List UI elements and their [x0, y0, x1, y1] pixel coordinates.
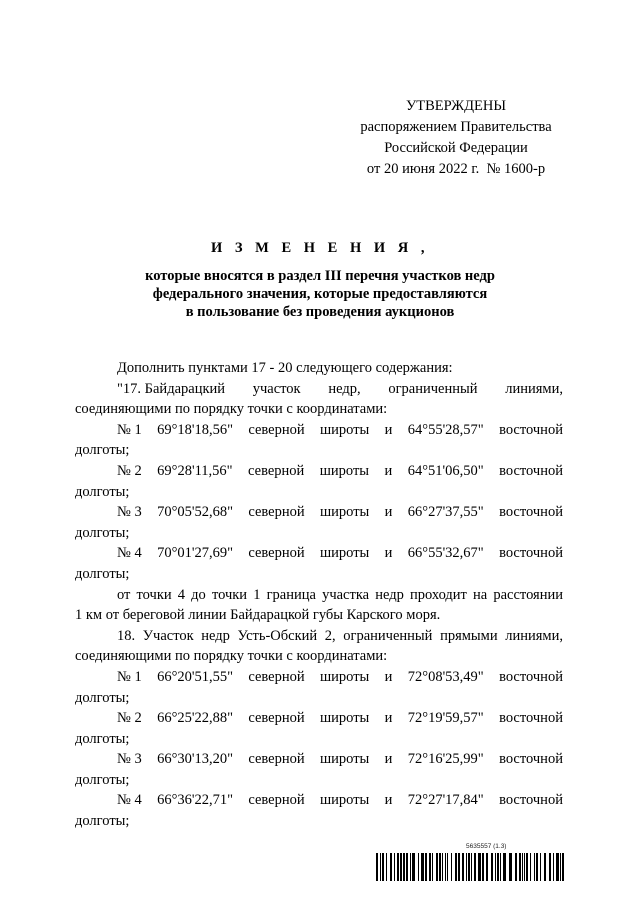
- barcode-bar: [386, 853, 387, 881]
- barcode-bar: [397, 853, 399, 881]
- barcode-bar: [500, 853, 501, 881]
- coordinate-lat-word: северной: [248, 710, 305, 727]
- barcode-bar: [503, 853, 506, 881]
- coordinate-lat-word2: широты: [319, 545, 370, 562]
- coordinate-lat-word: северной: [248, 462, 305, 479]
- coordinate-lat: 69°18'18,56": [157, 421, 234, 438]
- coordinate-lon-word: восточной: [499, 710, 563, 727]
- coordinate-lat: 66°30'13,20": [157, 751, 234, 768]
- barcode-bar: [462, 853, 464, 881]
- barcode-bar: [540, 853, 541, 881]
- barcode-bar: [526, 853, 528, 881]
- item17-points: [75, 420, 563, 585]
- document-heading: [80, 238, 560, 321]
- coordinate-tail: долготы;: [75, 483, 130, 500]
- barcode-bar: [447, 853, 448, 881]
- barcode-bar: [530, 853, 531, 881]
- barcode-bar: [382, 853, 384, 881]
- barcode-bar: [560, 853, 561, 881]
- item18-second-line: соединяющими по порядку точки с координатами:: [75, 648, 388, 665]
- coordinate-lat-word: северной: [248, 421, 305, 438]
- coordinate-row: [75, 667, 563, 688]
- barcode-bar: [536, 853, 538, 881]
- coordinate-no: № 3: [117, 504, 142, 521]
- barcode-bar: [491, 853, 493, 881]
- coordinate-lat: 66°36'22,71": [157, 792, 234, 809]
- coordinate-and: и: [384, 710, 393, 727]
- coordinate-lon-word: восточной: [499, 421, 563, 438]
- approval-block: [350, 96, 562, 180]
- barcode-bar: [497, 853, 499, 881]
- barcode-bar: [429, 853, 431, 881]
- barcode-bar: [436, 853, 438, 881]
- coordinate-row: [75, 708, 563, 729]
- barcode-bar: [421, 853, 424, 881]
- coordinate-lat-word2: широты: [319, 751, 370, 768]
- coordinate-lon: 64°55'28,57": [407, 421, 484, 438]
- barcode-graphic: [376, 853, 566, 881]
- coordinate-lat-word2: широты: [319, 462, 370, 479]
- item18-points: [75, 667, 563, 832]
- approval-date: от 20 июня 2022 г. № 1600-р: [366, 161, 546, 177]
- barcode-bar: [524, 853, 525, 881]
- coordinate-lon: 72°27'17,84": [407, 792, 484, 809]
- coordinate-lon-word: восточной: [499, 504, 563, 521]
- coordinate-lat-word2: широты: [319, 710, 370, 727]
- coordinate-lat-word2: широты: [319, 504, 370, 521]
- coordinate-no: № 3: [117, 751, 142, 768]
- barcode-bar: [522, 853, 523, 881]
- coordinate-lat-word: северной: [248, 668, 305, 685]
- barcode-bar: [400, 853, 402, 881]
- coordinate-lat-word: северной: [248, 751, 305, 768]
- barcode-bar: [455, 853, 457, 881]
- coordinate-row: [75, 461, 563, 482]
- coordinate-lat: 70°05'52,68": [157, 504, 234, 521]
- approval-title: УТВЕРЖДЕНЫ: [405, 98, 507, 114]
- coordinate-lat-word: северной: [248, 545, 305, 562]
- boundary-line: 1 км от береговой линии Байдарацкой губы Карского моря.: [75, 607, 441, 624]
- intro-paragraph: Дополнить пунктами 17 - 20 следующего содержания:: [117, 360, 453, 376]
- approval-line: Российской Федерации: [384, 140, 528, 156]
- barcode-bar: [390, 853, 392, 881]
- coordinate-lat-word2: широты: [319, 421, 370, 438]
- barcode-bar: [458, 853, 460, 881]
- coordinate-tail: долготы;: [75, 689, 130, 706]
- barcode-bar: [442, 853, 443, 881]
- barcode-bar: [553, 853, 554, 881]
- coordinate-no: № 4: [117, 792, 142, 809]
- boundary-line: от точки 4 до точки 1 граница участка недр проходит на расстоянии: [117, 586, 563, 603]
- barcode-bar: [534, 853, 535, 881]
- barcode-bar: [515, 853, 517, 881]
- barcode-bar: [544, 853, 546, 881]
- coordinate-tail: долготы;: [75, 813, 130, 830]
- barcode-bar: [376, 853, 378, 881]
- coordinate-row: [75, 749, 563, 770]
- coordinate-no: № 2: [117, 710, 142, 727]
- barcode-bar: [394, 853, 395, 881]
- document-subtitle: [80, 267, 560, 321]
- coordinate-and: и: [384, 545, 393, 562]
- barcode-bar: [549, 853, 551, 881]
- barcode-bar: [468, 853, 470, 881]
- coordinate-tail: долготы;: [75, 730, 130, 747]
- coordinate-lon-word: восточной: [499, 668, 563, 685]
- barcode-bar: [495, 853, 496, 881]
- coordinate-tail: долготы;: [75, 565, 130, 582]
- barcode-bar: [425, 853, 427, 881]
- barcode-bar: [403, 853, 405, 881]
- barcode-bar: [482, 853, 484, 881]
- barcode-bar: [466, 853, 467, 881]
- barcode-bar: [410, 853, 411, 881]
- document-code: 5635557 (1.3): [466, 843, 507, 850]
- barcode-bar: [519, 853, 521, 881]
- coordinate-lon-word: восточной: [499, 545, 563, 562]
- coordinate-and: и: [384, 421, 393, 438]
- item17-second-line: соединяющими по порядку точки с координатами:: [75, 401, 388, 418]
- barcode-bar: [451, 853, 452, 881]
- coordinate-no: № 1: [117, 421, 142, 438]
- coordinate-lon-word: восточной: [499, 751, 563, 768]
- barcode-bar: [556, 853, 559, 881]
- document-title: И З М Е Н Е Н И Я ,: [210, 240, 430, 256]
- coordinate-tail: долготы;: [75, 524, 130, 541]
- coordinate-no: № 4: [117, 545, 142, 562]
- barcode-bar: [562, 853, 564, 881]
- item17-first-line: "17. Байдарацкий участок недр, ограниченный линиями,: [117, 380, 563, 397]
- coordinate-lon-word: восточной: [499, 462, 563, 479]
- barcode-bar: [471, 853, 472, 881]
- barcode-bar: [478, 853, 481, 881]
- coordinate-lon: 72°19'59,57": [407, 710, 484, 727]
- coordinate-lon: 64°51'06,50": [407, 462, 484, 479]
- coordinate-and: и: [384, 668, 393, 685]
- coordinate-lon-word: восточной: [499, 792, 563, 809]
- coordinate-no: № 2: [117, 462, 142, 479]
- coordinate-lon: 66°55'32,67": [407, 545, 484, 562]
- coordinate-and: и: [384, 462, 393, 479]
- barcode-bar: [509, 853, 512, 881]
- coordinate-lat-word2: широты: [319, 668, 370, 685]
- coordinate-lat-word: северной: [248, 504, 305, 521]
- approval-line: распоряжением Правительства: [360, 119, 552, 135]
- subtitle-line: федерального значения, которые предоставляются: [152, 286, 488, 302]
- coordinate-lon: 72°16'25,99": [407, 751, 484, 768]
- coordinate-and: и: [384, 792, 393, 809]
- coordinate-row: [75, 420, 563, 441]
- coordinate-lon: 72°08'53,49": [407, 668, 484, 685]
- coordinate-lon: 66°27'37,55": [407, 504, 484, 521]
- coordinate-and: и: [384, 504, 393, 521]
- item18-first-line: 18. Участок недр Усть-Обский 2, ограниченный прямыми линиями,: [117, 627, 563, 644]
- barcode-bar: [380, 853, 381, 881]
- coordinate-lat: 66°20'51,55": [157, 668, 234, 685]
- coordinate-lat: 69°28'11,56": [157, 462, 233, 479]
- coordinate-no: № 1: [117, 668, 142, 685]
- coordinate-row: [75, 502, 563, 523]
- coordinate-and: и: [384, 751, 393, 768]
- coordinate-tail: долготы;: [75, 442, 130, 459]
- barcode-bar: [439, 853, 441, 881]
- subtitle-line: в пользование без проведения аукционов: [185, 304, 455, 320]
- coordinate-lat-word: северной: [248, 792, 305, 809]
- coordinate-lat: 66°25'22,88": [157, 710, 234, 727]
- coordinate-lat-word2: широты: [319, 792, 370, 809]
- coordinate-tail: долготы;: [75, 771, 130, 788]
- barcode-bar: [432, 853, 433, 881]
- barcode-bar: [418, 853, 419, 881]
- coordinate-row: [75, 790, 563, 811]
- barcode-bar: [486, 853, 488, 881]
- barcode-bar: [474, 853, 476, 881]
- barcode-bar: [445, 853, 446, 881]
- subtitle-line: которые вносятся в раздел III перечня участков недр: [145, 268, 495, 284]
- coordinate-row: [75, 543, 563, 564]
- barcode-image: [376, 853, 566, 881]
- barcode-bar: [406, 853, 408, 881]
- document-body: [75, 358, 563, 832]
- coordinate-lat: 70°01'27,69": [157, 545, 234, 562]
- barcode-bar: [412, 853, 415, 881]
